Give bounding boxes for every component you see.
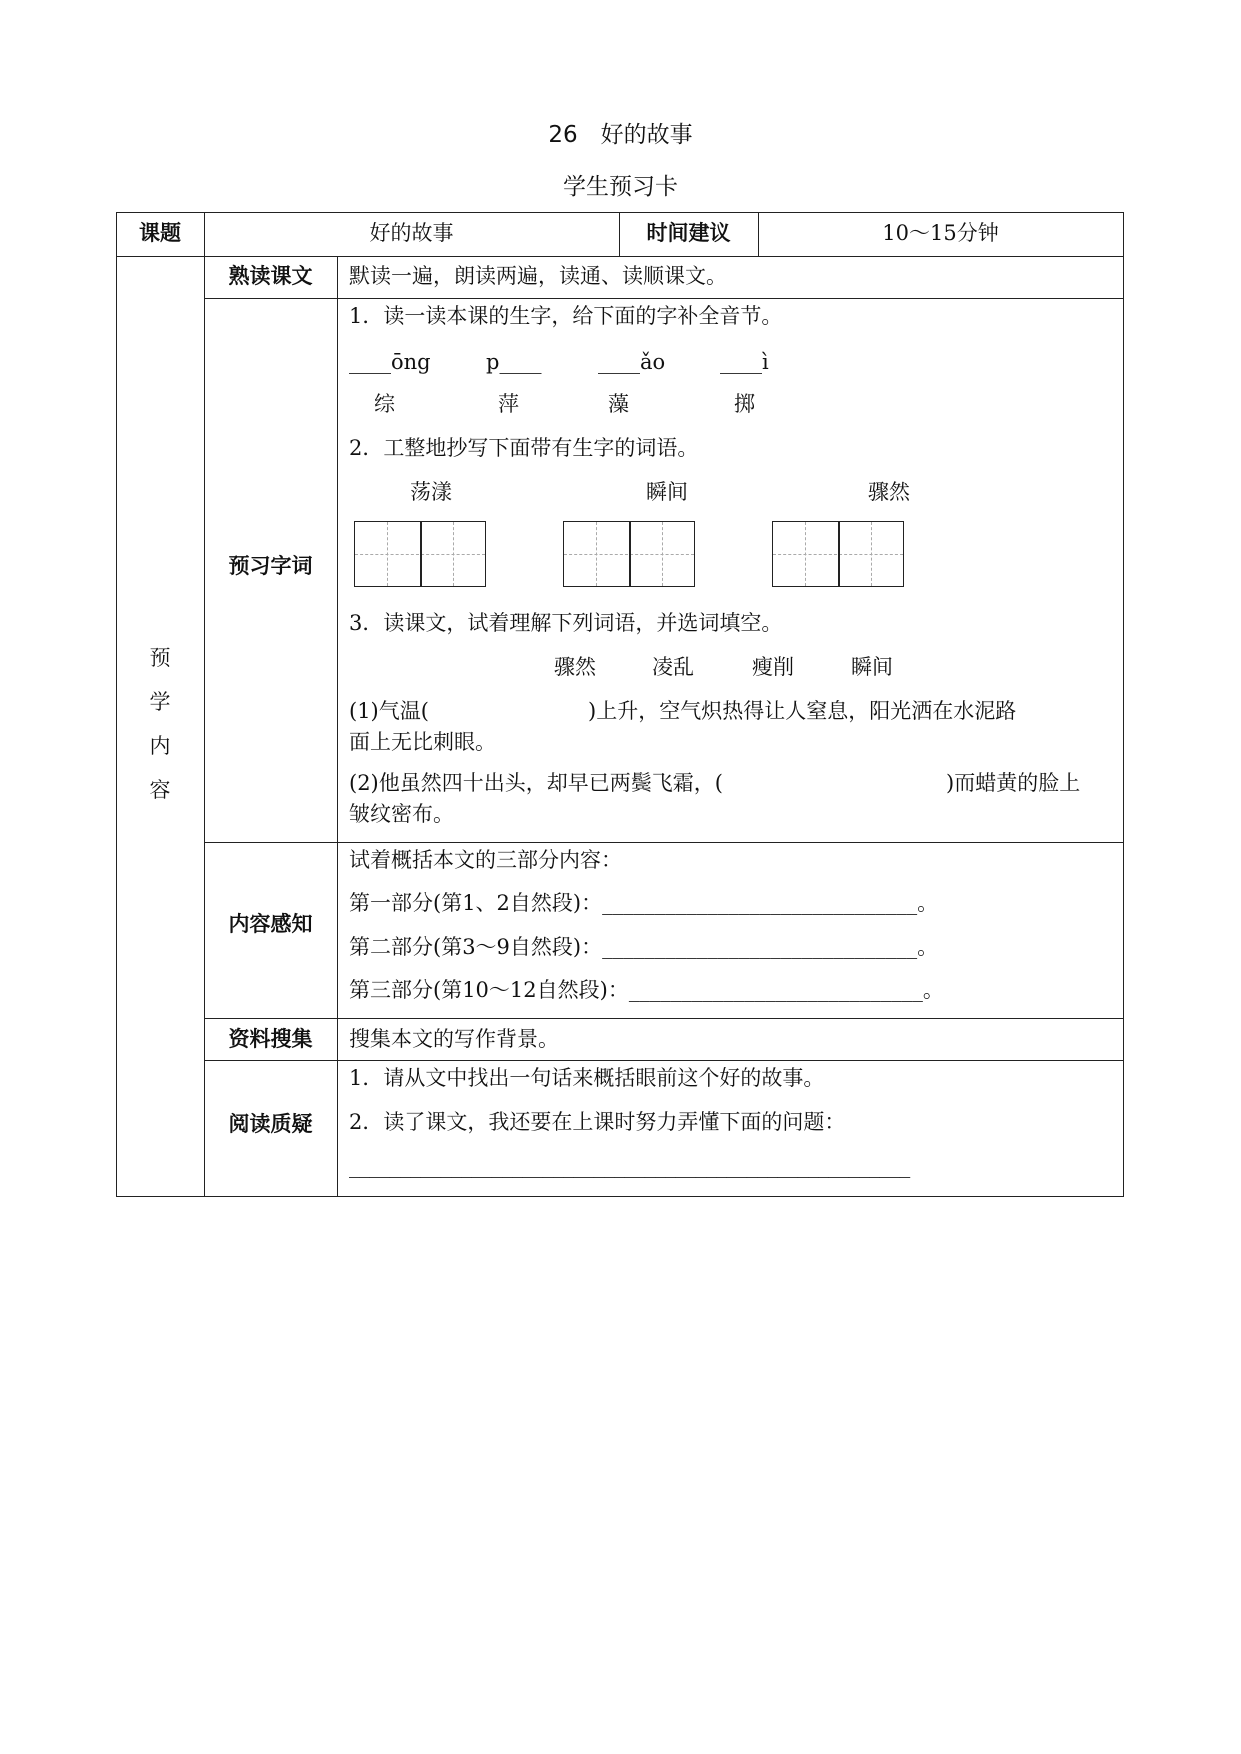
questions-answer-line[interactable]: _______________________________________________________ <box>349 1154 911 1178</box>
words-q3: 3．读课文，试着理解下列词语，并选词填空。 <box>349 611 783 635</box>
sentence-1-end: )上升，空气炽热得让人窒息，阳光洒在水泥路 <box>588 699 1017 723</box>
sentence-2-cont: 皱纹密布。 <box>349 802 454 826</box>
section-label-char: 预 <box>149 646 171 670</box>
time-label: 时间建议 <box>646 221 731 245</box>
sentence-2-start: (2)他虽然四十出头，却早已两鬓飞霜，( <box>349 771 723 795</box>
section-label-char: 内 <box>149 734 171 758</box>
page-subtitle: 学生预习卡 <box>563 174 678 200</box>
writing-grid-2[interactable] <box>563 521 695 587</box>
pinyin-blank-4[interactable]: ____ì <box>720 350 769 374</box>
sentence-1-start: (1)气温( <box>349 699 429 723</box>
char-2: 萍 <box>498 392 519 416</box>
questions-q2: 2．读了课文，我还要在上课时努力弄懂下面的问题： <box>349 1110 846 1134</box>
read-text: 默读一遍，朗读两遍，读通、读顺课文。 <box>349 264 727 288</box>
content-intro: 试着概括本文的三部分内容： <box>349 848 622 872</box>
pinyin-blank-2[interactable]: p____ <box>486 350 542 374</box>
copy-word-2: 瞬间 <box>646 480 688 504</box>
copy-word-3: 骤然 <box>868 480 910 504</box>
choice-3: 瘦削 <box>752 655 794 679</box>
pinyin-blank-1[interactable]: ____ōng <box>349 350 431 374</box>
section-label <box>116 636 204 812</box>
section-label-char: 容 <box>149 778 171 802</box>
section-label-char: 学 <box>149 690 171 714</box>
words-q2: 2．工整地抄写下面带有生字的词语。 <box>349 436 699 460</box>
words-q1: 1．读一读本课的生字，给下面的字补全音节。 <box>349 304 783 328</box>
questions-q1: 1．请从文中找出一句话来概括眼前这个好的故事。 <box>349 1066 825 1090</box>
words-label: 预习字词 <box>228 554 313 578</box>
writing-grid-1[interactable] <box>354 521 486 587</box>
copy-word-1: 荡漾 <box>410 480 452 504</box>
read-label: 熟读课文 <box>228 264 313 288</box>
char-1: 综 <box>374 392 395 416</box>
page-title: 26 好的故事 <box>548 122 693 148</box>
content-part-2[interactable]: 第二部分(第3～9自然段)：______________________________。 <box>349 935 939 959</box>
course-label: 课题 <box>139 221 181 245</box>
choice-4: 瞬间 <box>851 655 893 679</box>
char-3: 藻 <box>608 392 629 416</box>
choice-1: 骤然 <box>554 655 596 679</box>
content-part-3[interactable]: 第三部分(第10～12自然段)：____________________________。 <box>349 978 944 1002</box>
time-value: 10～15分钟 <box>882 221 999 245</box>
research-text: 搜集本文的写作背景。 <box>349 1027 559 1051</box>
sentence-2-end: )而蜡黄的脸上 <box>946 771 1081 795</box>
pinyin-blank-3[interactable]: ____ǎo <box>598 350 666 374</box>
writing-grid-3[interactable] <box>772 521 904 587</box>
course-value: 好的故事 <box>369 221 454 245</box>
content-part-1[interactable]: 第一部分(第1、2自然段)：______________________________。 <box>349 891 939 915</box>
sentence-1-cont: 面上无比刺眼。 <box>349 730 496 754</box>
research-label: 资料搜集 <box>228 1027 313 1051</box>
char-4: 掷 <box>734 392 755 416</box>
content-label: 内容感知 <box>228 912 313 936</box>
choice-2: 凌乱 <box>652 655 694 679</box>
questions-label: 阅读质疑 <box>228 1112 313 1136</box>
